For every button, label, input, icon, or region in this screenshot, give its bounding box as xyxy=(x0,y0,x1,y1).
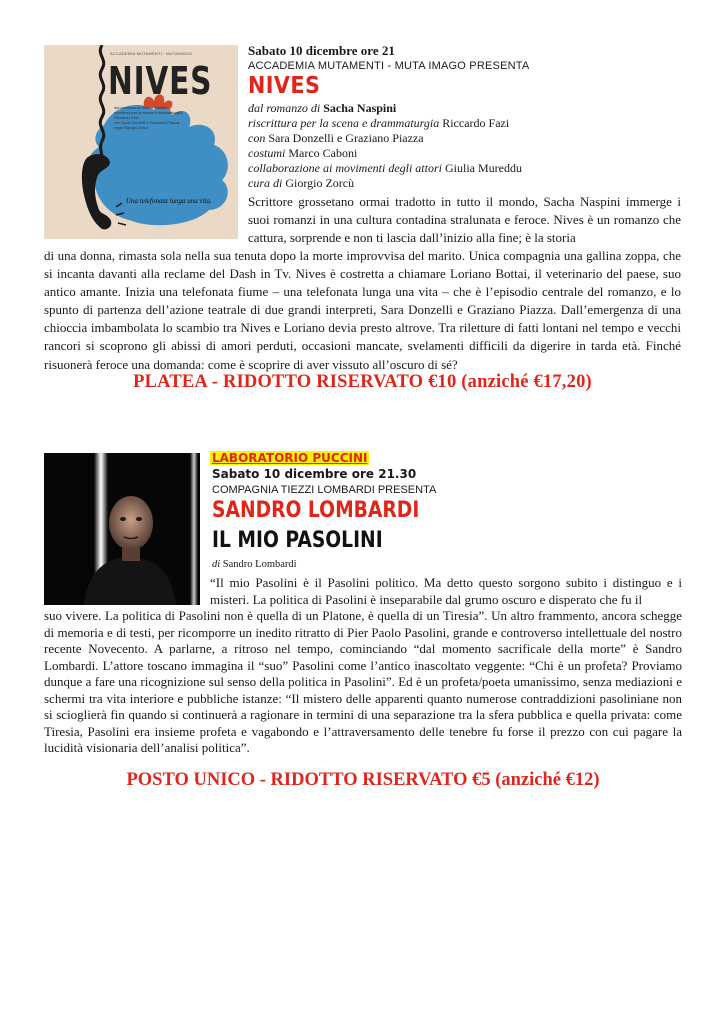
event2-paragraph-body: suo vivere. La politica di Pasolini non è quella di un Platone, è quella di un Tiresia”. Un altro frammento, ancora schegge di memoria e di testi, per ricomporre un inedito ritratto di Pier Paolo Pasolini, grande e controverso intellettuale del nostro recente Novecento. A parlarne, a ritroso nel tempo, cominciando “dal momento sacrificale della morte” è Sandro Lombardi. L’attore toscano immagina il “suo” Pasolini come l’antico inascoltato veggente: “Chi è un profeta? Proviamo dunque a fare una ricognizione sul senso della politica in Pasolini”. Ed è un profeta/poeta umanissimo, senza mediazioni e schermi tra vita interiore e pubbliche istanze: “Il mistero delle apparenti quanto numerose contraddizioni pasoliniane non si scioglierà fin quando si continuerà a ragionare in termini di una separazione tra la sfera pubblica e quella privata: come Tiresia, Pasolini era insieme profeta e vagabondo e l’attraversamento delle tenebre fu forse il prezzo con cui pagare la lucidità visionaria dell’analisi politica”. xyxy=(44,608,682,755)
actor-portrait-illustration xyxy=(44,453,200,605)
venue-label: LABORATORIO PUCCINI xyxy=(212,451,368,465)
event1-title: NIVES xyxy=(248,73,321,99)
event2-date: Sabato 10 dicembre ore 21.30 xyxy=(212,467,417,481)
poster-subtitle-line: riscrittura per la scena e drammaturgia xyxy=(114,110,183,115)
poster-top-credits: ACCADEMIA MUTAMENTI · MUTAIMAGO xyxy=(110,51,193,56)
event1-date: Sabato 10 dicembre ore 21 xyxy=(248,43,395,58)
credit-novel: dal romanzo di Sacha Naspini xyxy=(248,101,397,115)
credit-movement: collaborazione ai movimenti degli attori Giulia Mureddu xyxy=(248,161,522,175)
event2-subtitle: IL MIO PASOLINI xyxy=(212,528,383,553)
credit-cast: con Sara Donzelli e Graziano Piazza xyxy=(248,131,424,145)
event2-author: di Sandro Lombardi xyxy=(212,559,297,570)
event1-presenter: ACCADEMIA MUTAMENTI - MUTA IMAGO PRESENTA xyxy=(248,60,530,72)
event2-paragraph-intro: “Il mio Pasolini è il Pasolini politico. Ma detto questo sorgono subito i distinguo e i misteri. La politica di Pasolini è inseparabile dal grumo oscuro e disperato che fu il xyxy=(210,575,682,607)
event2-title: SANDRO LOMBARDI xyxy=(212,498,420,523)
poster-subtitle-line: dal romanzo di Sacha Naspini xyxy=(114,105,168,110)
poster-subtitle-line: regia Giorgio Zorcù xyxy=(114,125,149,130)
poster-title: NIVES xyxy=(108,59,213,103)
credit-rewrite: riscrittura per la scena e drammaturgia Riccardo Fazi xyxy=(248,116,510,130)
credit-direction: cura di Giorgio Zorcù xyxy=(248,176,355,190)
event2-price: POSTO UNICO - RIDOTTO RISERVATO €5 (anziché €12) xyxy=(126,770,600,790)
event1-paragraph-intro: Scrittore grossetano ormai tradotto in tutto il mondo, Sacha Naspini immerge i suoi romanzi in una cultura contadina stralunata e feroce. Nives è un romanzo che cattura, sorprende e non ti lascia dall’inizio alla fine; è la storia xyxy=(248,194,681,245)
event2-presenter: COMPAGNIA TIEZZI LOMBARDI PRESENTA xyxy=(212,484,437,496)
sandro-lombardi-photo xyxy=(44,453,200,605)
poster-subtitle-line: Riccardo Fazi xyxy=(114,115,139,120)
credit-costumes: costumi Marco Caboni xyxy=(248,146,358,160)
nives-poster-image xyxy=(44,45,238,239)
poster-tagline: Una telefonata lunga una vita. xyxy=(126,197,212,205)
poster-subtitle xyxy=(114,105,184,130)
event1-price: PLATEA - RIDOTTO RISERVATO €10 (anziché €17,20) xyxy=(133,372,592,392)
poster-subtitle-line: con Sara Donzelli e Graziano Piazza xyxy=(114,120,180,125)
event1-paragraph-body: di una donna, rimasta sola nella sua tenuta dopo la morte improvvisa del marito. Unica compagnia una gallina zoppa, che si incanta davanti alla reclame del Dash in Tv. Nives è costretta a chiamare Loriano Bottai, il veterinario del paese, suo antico amante. Inizia una telefonata fiume – una telefonata lunga una vita – che è l’episodio centrale del romanzo, e lo spunto di partenza dell’azione teatrale di due grandi interpreti, Sara Donzelli e Graziano Piazza. Dall’emergenza di una chioccia imbambolata lo scambio tra Nives e Loriano devia presto altrove. Tra riletture di fatti lontani nel tempo e vecchi rancori si scoprono gli abissi di amori perduti, occasioni mancate, svelamenti difficili da digerire in tarda età. Finché risuonerà feroce una domanda: come è scoprire di aver vissuto all’oscuro di sé? xyxy=(44,248,681,372)
